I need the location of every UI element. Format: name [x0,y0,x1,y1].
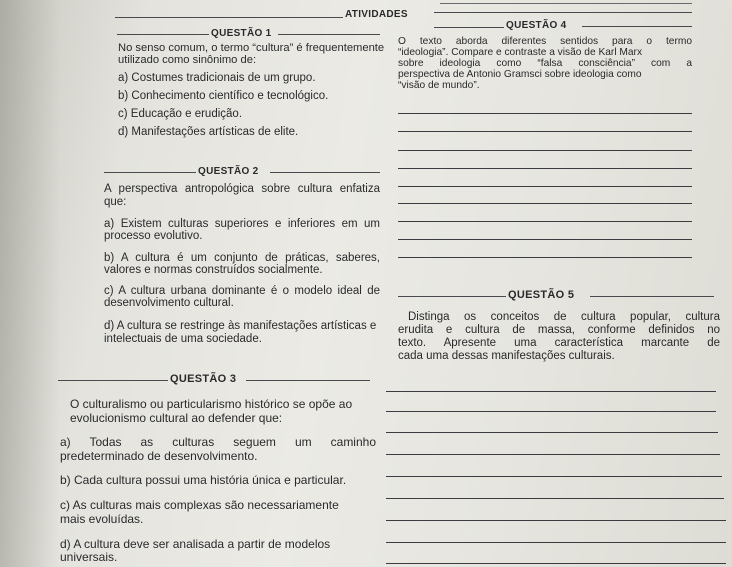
q4-answer-line[interactable] [398,221,692,222]
q2-option-d-line2[interactable]: intelectuais de uma sociedade. [104,333,262,345]
q3-stem-line1: O culturalismo ou particularismo histórico se opõe ao [70,397,353,411]
q4-answer-line[interactable] [398,257,692,258]
q2-rule-left [104,172,196,173]
q5-answer-line[interactable] [386,432,718,433]
q3-option-d-line1[interactable]: d) A cultura deve ser analisada a partir de modelos [60,537,331,551]
q4-stem-line4: perspectiva de Antonio Gramsci sobre ideologia como [398,69,642,80]
q5-answer-line[interactable] [386,563,726,564]
q2-stem-line1: A perspectiva antropológica sobre cultura enfatiza [104,183,380,195]
q3-option-b[interactable]: b) Cada cultura possui uma história única e particular. [60,473,347,487]
q5-answer-line[interactable] [386,498,724,499]
q2-option-b-line1[interactable]: b) A cultura é um conjunto de práticas, saberes, [104,252,380,264]
q4-answer-line[interactable] [398,239,692,240]
q4-answer-line[interactable] [398,150,692,151]
q5-stem-line1: Distinga os conceitos de cultura popular, cultura [408,311,720,323]
q4-answer-line[interactable] [398,203,692,204]
q3-option-c-line1[interactable]: c) As culturas mais complexas são necessariamente [60,498,339,512]
q5-rule-right [590,296,714,297]
q1-stem-line1: No senso comum, o termo “cultura” é frequentemente [118,42,385,54]
q1-option-b[interactable]: b) Conhecimento científico e tecnológico. [118,90,329,102]
q4-answer-line[interactable] [398,113,692,114]
q5-answer-line[interactable] [386,542,726,543]
q1-option-c[interactable]: c) Educação e erudição. [118,108,243,120]
q5-answer-line[interactable] [386,454,720,455]
q1-title: QUESTÃO 1 [211,28,272,39]
q4-stem-line5: “visão de mundo”. [398,80,480,91]
q4-answer-line[interactable] [398,186,692,187]
q5-stem-line3: texto. Apresente uma característica marcante de [398,337,720,349]
q4-answer-line[interactable] [398,131,692,132]
q1-rule-left [117,34,209,35]
q2-option-a-line1[interactable]: a) Existem culturas superiores e inferiores em um [104,218,380,230]
header-rule-left [115,17,343,18]
q3-rule-right [246,380,370,381]
q4-rule-right [582,26,692,27]
q3-title: QUESTÃO 3 [170,373,237,385]
q2-option-b-line2[interactable]: valores e normas construídos socialmente. [104,264,323,276]
q5-answer-line[interactable] [386,411,716,412]
q5-answer-line[interactable] [386,520,726,521]
q2-option-a-line2[interactable]: processo evolutivo. [104,230,203,242]
q1-rule-right [278,34,380,35]
worksheet-title: ATIVIDADES [345,9,408,20]
header-rule-right [434,12,692,13]
q4-rule-left [434,27,504,28]
q1-option-d[interactable]: d) Manifestações artísticas de elite. [118,126,299,138]
q5-stem-line4: cada uma dessas manifestações culturais. [398,350,615,362]
q2-option-d-line1[interactable]: d) A cultura se restringe às manifestações artísticas e [104,320,377,332]
q3-option-a-line1[interactable]: a) Todas as culturas seguem um caminho [60,435,376,449]
q2-title: QUESTÃO 2 [198,166,259,177]
q4-title: QUESTÃO 4 [506,20,567,31]
q5-title: QUESTÃO 5 [508,289,575,301]
page-shadow [0,0,60,567]
q4-stem-line3: sobre ideologia como “falsa consciência” com a [398,58,692,69]
header-rule-top [440,3,692,4]
q2-option-c-line1[interactable]: c) A cultura urbana dominante é o modelo ideal de [104,285,380,297]
q3-option-a-line2[interactable]: predeterminado de desenvolvimento. [60,449,258,463]
q4-stem-line1: O texto aborda diferentes sentidos para o termo [398,36,692,47]
q3-stem-line2: evolucionismo cultural ao defender que: [70,411,283,425]
q5-answer-line[interactable] [386,391,716,392]
q3-rule-left [58,380,168,381]
q1-stem-line2: utilizado como sinônimo de: [118,54,257,66]
q4-answer-line[interactable] [398,168,692,169]
q2-stem-line2: que: [104,196,127,208]
q2-option-c-line2[interactable]: desenvolvimento cultural. [104,297,234,309]
q3-option-c-line2[interactable]: mais evoluídas. [60,512,144,526]
q2-rule-right [270,172,380,173]
q5-answer-line[interactable] [386,476,722,477]
q5-rule-left [398,296,506,297]
q5-stem-line2: erudita e cultura de massa, conforme definidos no [398,324,720,336]
q1-option-a[interactable]: a) Costumes tradicionais de um grupo. [118,72,316,84]
q3-option-d-line2[interactable]: universais. [60,550,118,564]
q4-stem-line2: “ideologia”. Compare e contraste a visão de Karl Marx [398,47,643,58]
